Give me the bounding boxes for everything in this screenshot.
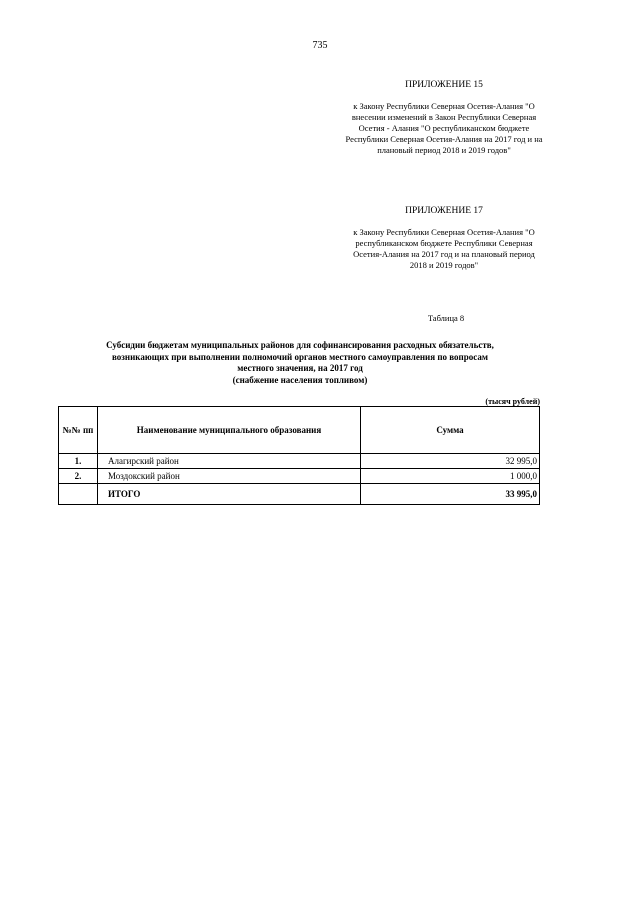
row-sum: 1 000,0 <box>361 469 540 484</box>
appendix-15-block <box>344 80 544 156</box>
table-total-row <box>59 484 540 505</box>
table-row <box>59 469 540 484</box>
row-sum: 32 995,0 <box>361 454 540 469</box>
units-label: (тысяч рублей) <box>485 397 540 406</box>
header-sum: Сумма <box>361 407 540 454</box>
header-number: №№ пп <box>59 407 98 454</box>
title-line-3: местного значения, на 2017 год <box>237 363 363 373</box>
row-number: 2. <box>59 469 98 484</box>
table-label: Таблица 8 <box>427 313 465 323</box>
row-number: 1. <box>59 454 98 469</box>
title-line-2: возникающих при выполнении полномочий органов местного самоуправления по вопросам <box>112 351 488 362</box>
title-line-1: Субсидии бюджетам муниципальных районов для софинансирования расходных обязательств, <box>106 340 494 350</box>
appendix-15-heading: ПРИЛОЖЕНИЕ 15 <box>405 80 483 90</box>
row-name: Моздокский район <box>98 469 361 484</box>
appendix-17-block <box>344 206 544 271</box>
total-number-cell <box>59 484 98 505</box>
subsidy-table <box>58 406 540 505</box>
header-name: Наименование муниципального образования <box>98 407 361 454</box>
appendix-15-text: к Закону Республики Северная Осетия-Алания "О внесении изменений в Закон Республики Северная Осетия - Алания "О республиканском бюджете Республики Северная Осетия-Алания на 2017 год и на плановый период 2018 и 2019 годов" <box>345 101 543 155</box>
total-sum: 33 995,0 <box>361 484 540 505</box>
page-number: 735 <box>312 40 328 51</box>
table-header-row <box>59 407 540 454</box>
title-line-4: (снабжение населения топливом) <box>232 374 368 385</box>
row-name: Алагирский район <box>98 454 361 469</box>
table-row <box>59 454 540 469</box>
total-label: ИТОГО <box>98 484 361 505</box>
document-title <box>60 340 540 386</box>
appendix-17-heading: ПРИЛОЖЕНИЕ 17 <box>405 206 483 216</box>
appendix-17-text: к Закону Республики Северная Осетия-Алания "О республиканском бюджете Республики Северная Осетия-Алания на 2017 год и на плановый период 2018 и 2019 годов" <box>353 227 535 270</box>
